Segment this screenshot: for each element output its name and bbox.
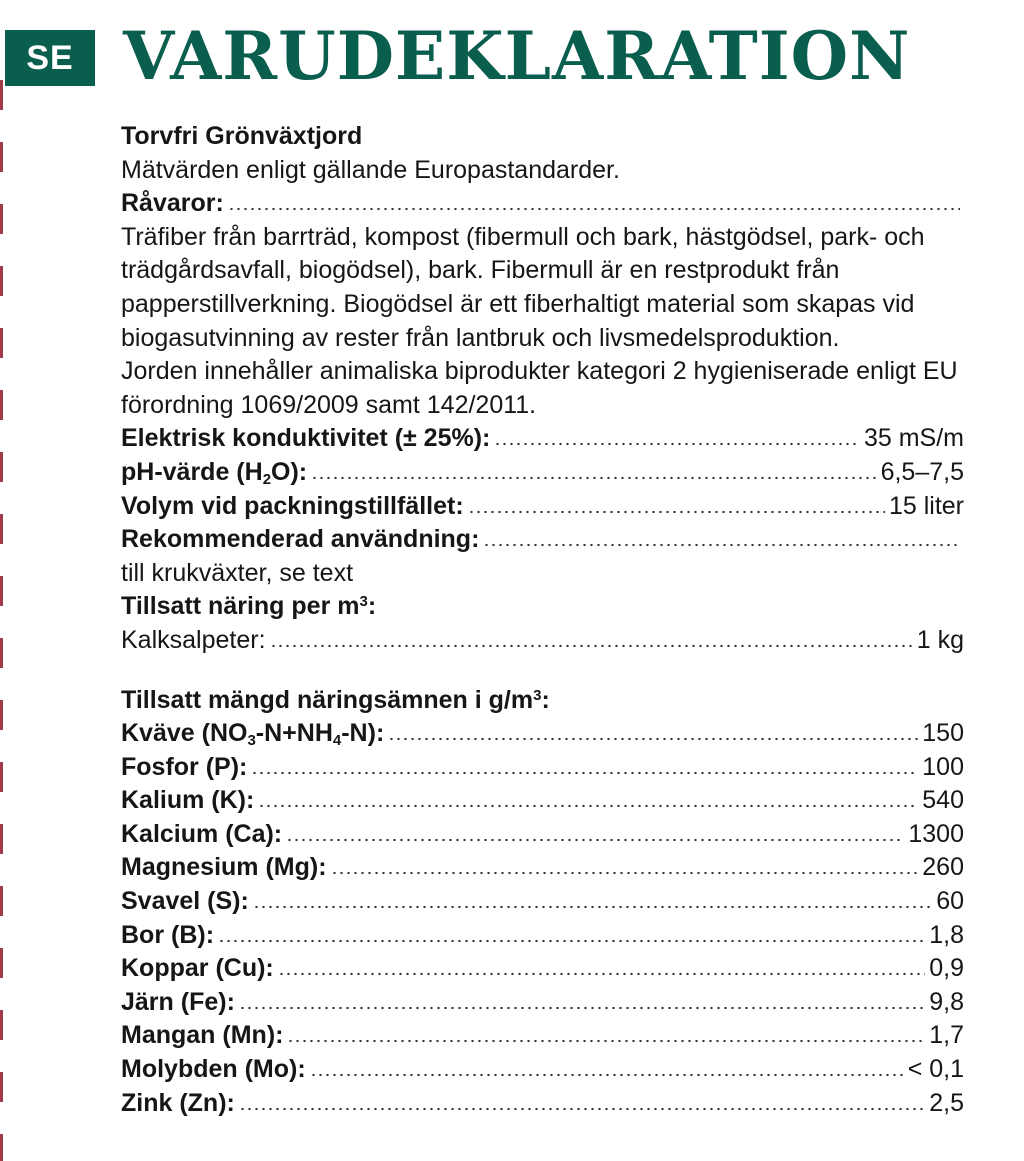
animal-byproducts-note: Jorden innehåller animaliska biprodukter kategori 2 hygieniserade enligt EU förordning 1069/2009 samt 142/2011. xyxy=(121,357,958,419)
nutrients-heading-superscript: 3 xyxy=(533,686,542,704)
nutrient-row-boron xyxy=(121,919,964,953)
nutrient-row-zinc xyxy=(121,1087,964,1121)
nutrient-list xyxy=(121,751,964,1121)
nutrient-label: Mangan (Mn): xyxy=(121,1021,284,1050)
nutrient-value: 1,8 xyxy=(929,920,964,949)
dot-leader xyxy=(286,838,904,842)
conductivity-row xyxy=(121,422,964,456)
dot-leader xyxy=(218,939,925,943)
dot-leader xyxy=(258,804,918,808)
nitrogen-label-b: -N+NH xyxy=(255,719,333,748)
nutrient-row-phosphorus xyxy=(121,751,964,785)
added-nutrition-heading-start: Tillsatt näring per m xyxy=(121,592,360,621)
nutrient-value: 1300 xyxy=(908,819,964,848)
calcium-nitrate-row xyxy=(121,624,964,658)
raw-materials-label: Råvaror: xyxy=(121,189,224,218)
nutrient-row-manganese xyxy=(121,1019,964,1053)
header xyxy=(5,17,1015,95)
raw-materials-row xyxy=(121,187,964,221)
nutrient-label: Kalcium (Ca): xyxy=(121,819,283,848)
nutrient-label: Fosfor (P): xyxy=(121,752,248,781)
nutrient-value: 9,8 xyxy=(929,987,964,1016)
nutrient-label: Svavel (S): xyxy=(121,887,249,916)
ph-label xyxy=(121,456,307,490)
nutrient-value: < 0,1 xyxy=(907,1055,964,1084)
nutrient-value: 0,9 xyxy=(929,954,964,983)
nitrogen-label xyxy=(121,717,384,751)
volume-row xyxy=(121,490,964,524)
nutrient-label: Koppar (Cu): xyxy=(121,954,274,983)
dot-leader xyxy=(494,442,860,446)
document-title: VARUDEKLARATION xyxy=(123,17,911,95)
nutrient-label: Magnesium (Mg): xyxy=(121,853,327,882)
calcium-nitrate-label: Kalksalpeter: xyxy=(121,625,266,654)
nutrient-row-magnesium xyxy=(121,851,964,885)
section-gap xyxy=(121,658,964,684)
dot-leader xyxy=(239,1006,925,1010)
dot-leader xyxy=(270,644,913,648)
dot-leader xyxy=(253,905,932,909)
ph-label-subscript: 2 xyxy=(262,470,272,488)
ph-value: 6,5–7,5 xyxy=(880,457,964,486)
nutrient-label: Molybden (Mo): xyxy=(121,1055,306,1084)
nutrient-row-calcium xyxy=(121,818,964,852)
dot-leader xyxy=(228,207,960,211)
dot-leader xyxy=(483,543,960,547)
nutrient-label: Bor (B): xyxy=(121,920,215,949)
nutrients-heading-start: Tillsatt mängd näringsämnen i g/m xyxy=(121,685,534,714)
dot-leader xyxy=(331,871,919,875)
nitrogen-subscript-b: 4 xyxy=(332,731,342,749)
nutrient-label: Kalium (K): xyxy=(121,786,255,815)
added-nutrition-heading-superscript: 3 xyxy=(359,593,368,611)
added-nutrition-heading xyxy=(121,590,964,624)
dot-leader xyxy=(287,1039,925,1043)
calcium-nitrate-value: 1 kg xyxy=(916,625,964,654)
language-badge: SE xyxy=(5,30,95,86)
nutrient-value: 60 xyxy=(936,887,964,916)
dot-leader xyxy=(310,1073,904,1077)
nitrogen-subscript-a: 3 xyxy=(247,731,256,749)
standard-note: Mätvärden enligt gällande Europastandarder. xyxy=(121,155,620,184)
dot-leader xyxy=(311,476,876,480)
dot-leader xyxy=(239,1107,925,1111)
volume-label: Volym vid packningstillfället: xyxy=(121,491,464,520)
nitrogen-row xyxy=(121,717,964,751)
nutrient-value: 1,7 xyxy=(929,1021,964,1050)
ph-label-end: O): xyxy=(271,457,308,486)
dot-leader xyxy=(278,972,925,976)
dot-leader xyxy=(468,510,885,514)
nutrient-label: Zink (Zn): xyxy=(121,1088,235,1117)
nitrogen-label-c: -N): xyxy=(341,719,385,748)
nutrient-value: 260 xyxy=(922,853,964,882)
nutrient-row-molybdenum xyxy=(121,1053,964,1087)
nitrogen-label-a: Kväve (NO xyxy=(121,719,248,748)
declaration-content xyxy=(121,120,964,1120)
dot-leader xyxy=(388,737,918,741)
nutrient-value: 540 xyxy=(922,786,964,815)
nutrients-heading xyxy=(121,684,964,718)
nutrient-row-copper xyxy=(121,952,964,986)
conductivity-label: Elektrisk konduktivitet (± 25%): xyxy=(121,424,491,453)
nitrogen-value: 150 xyxy=(922,719,964,748)
conductivity-value: 35 mS/m xyxy=(863,424,964,453)
usage-value: till krukväxter, se text xyxy=(121,558,354,587)
nutrient-row-potassium xyxy=(121,784,964,818)
ph-label-start: pH-värde (H xyxy=(121,457,263,486)
nutrients-heading-end: : xyxy=(541,685,550,714)
product-name: Torvfri Grönväxtjord xyxy=(121,122,363,150)
usage-label: Rekommenderad användning: xyxy=(121,525,480,554)
added-nutrition-heading-end: : xyxy=(367,592,377,621)
margin-marks xyxy=(0,80,3,1161)
nutrient-value: 100 xyxy=(922,752,964,781)
usage-row xyxy=(121,523,964,557)
dot-leader xyxy=(251,771,918,775)
nutrient-row-sulfur xyxy=(121,885,964,919)
ph-row xyxy=(121,456,964,490)
volume-value: 15 liter xyxy=(888,491,964,520)
nutrient-row-iron xyxy=(121,986,964,1020)
raw-materials-text: Träfiber från barrträd, kompost (fibermull och bark, hästgödsel, park- och trädgårdsavfall, biogödsel), bark. Fibermull är en restprodukt från papperstillverkning. Biogödsel är ett fiberhaltigt material som skapas vid biogasutvinning av rester från lantbruk och livsmedelsproduktion. xyxy=(121,222,925,352)
nutrient-value: 2,5 xyxy=(929,1088,964,1117)
nutrient-label: Järn (Fe): xyxy=(121,987,235,1016)
